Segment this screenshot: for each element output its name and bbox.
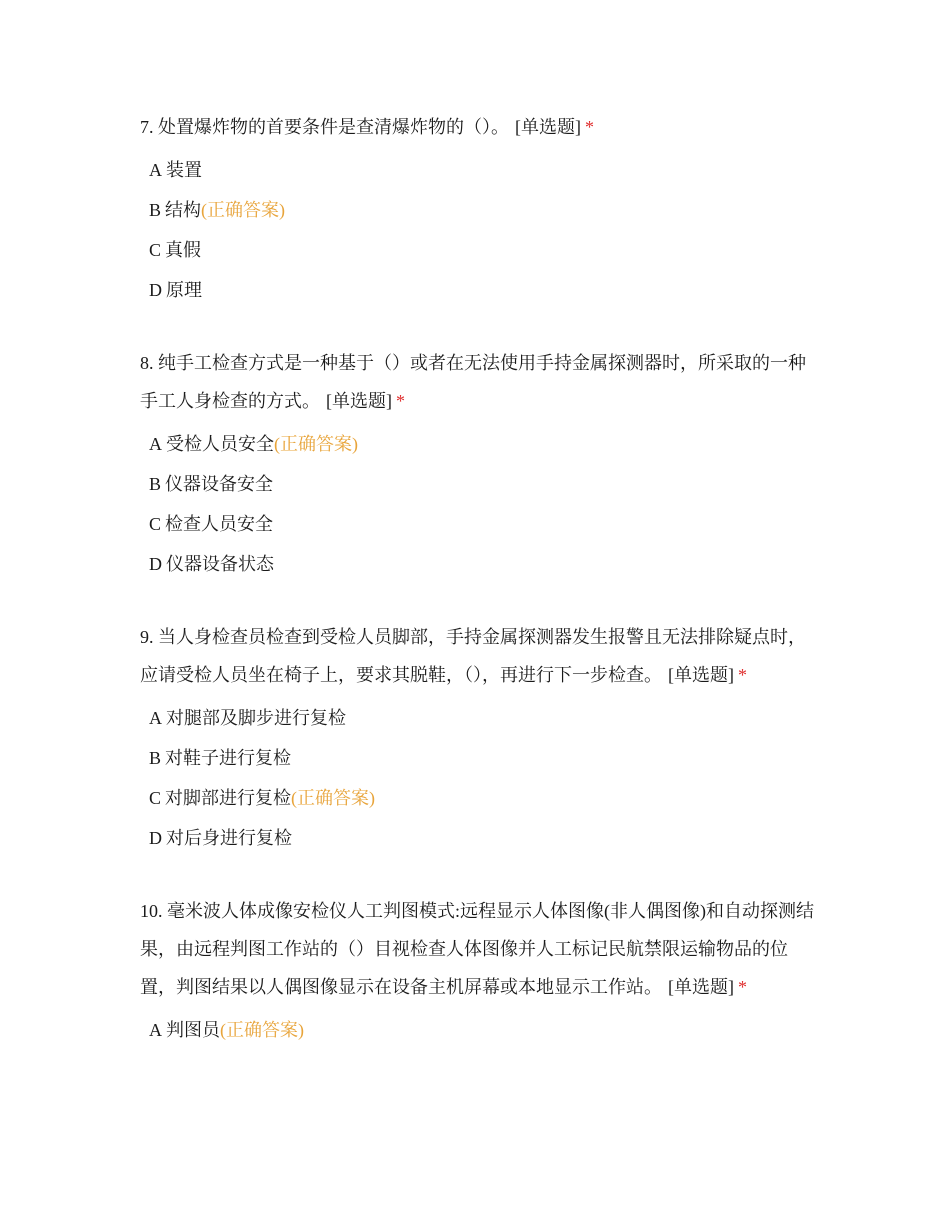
- option-list: [140, 698, 820, 858]
- option-text: 装置: [166, 160, 202, 180]
- correct-answer-label: (正确答案): [274, 434, 358, 454]
- option-text: 原理: [166, 280, 202, 300]
- option-text: 对鞋子进行复检: [165, 748, 292, 768]
- option-list: [140, 150, 820, 310]
- required-mark: *: [585, 117, 594, 137]
- option-letter: C: [149, 240, 162, 260]
- option-text: 对腿部及脚步进行复检: [166, 708, 346, 728]
- option-letter: B: [149, 474, 162, 494]
- question-8: [140, 344, 820, 584]
- option-a: [149, 150, 820, 190]
- correct-answer-label: (正确答案): [201, 200, 286, 220]
- option-text: 检查人员安全: [165, 514, 274, 534]
- option-letter: C: [149, 788, 162, 808]
- question-body: 毫米波人体成像安检仪人工判图模式:远程显示人体图像(非人偶图像)和自动探测结果，由远程判图工作站的（）目视检查人体图像并人工标记民航禁限运输物品的位置，判图结果以人偶图像显示在设备主机屏幕或本地显示工作站。: [140, 901, 814, 997]
- correct-answer-label: (正确答案): [220, 1020, 304, 1040]
- question-type: [单选题]: [326, 391, 392, 411]
- question-type: [单选题]: [668, 977, 734, 997]
- question-body: 处置爆炸物的首要条件是查清爆炸物的（）。: [158, 117, 509, 137]
- question-number: 7.: [140, 117, 154, 137]
- option-c: [149, 230, 820, 270]
- option-a: [149, 424, 820, 464]
- option-text: 对脚部进行复检: [165, 788, 292, 808]
- question-type: [单选题]: [668, 665, 734, 685]
- option-d: [149, 270, 820, 310]
- option-c: [149, 504, 820, 544]
- option-text: 结构: [165, 200, 202, 220]
- option-text: 仪器设备安全: [165, 474, 274, 494]
- question-text: [140, 618, 820, 694]
- question-number: 10.: [140, 901, 163, 921]
- option-a: [149, 1010, 820, 1050]
- option-letter: A: [149, 160, 162, 180]
- option-letter: A: [149, 434, 162, 454]
- option-letter: A: [149, 1020, 162, 1040]
- question-number: 8.: [140, 353, 154, 373]
- option-b: [149, 190, 820, 230]
- option-text: 受检人员安全: [166, 434, 274, 454]
- option-list: [140, 1010, 820, 1050]
- question-type: [单选题]: [515, 117, 581, 137]
- option-list: [140, 424, 820, 584]
- option-text: 仪器设备状态: [166, 554, 274, 574]
- question-9: [140, 618, 820, 858]
- question-10: [140, 892, 820, 1050]
- option-text: 真假: [165, 240, 202, 260]
- option-letter: D: [149, 554, 162, 574]
- question-number: 9.: [140, 627, 154, 647]
- required-mark: *: [738, 977, 747, 997]
- option-d: [149, 544, 820, 584]
- option-c: [149, 778, 820, 818]
- option-letter: B: [149, 748, 162, 768]
- question-body: 纯手工检查方式是一种基于（）或者在无法使用手持金属探测器时，所采取的一种手工人身检查的方式。: [140, 353, 806, 411]
- question-text: [140, 892, 820, 1006]
- question-text: [140, 344, 820, 420]
- question-text: [140, 108, 820, 146]
- option-b: [149, 464, 820, 504]
- option-letter: D: [149, 280, 162, 300]
- question-list: [140, 108, 820, 1084]
- option-a: [149, 698, 820, 738]
- option-letter: B: [149, 200, 162, 220]
- required-mark: *: [396, 391, 405, 411]
- option-letter: A: [149, 708, 162, 728]
- option-letter: D: [149, 828, 162, 848]
- correct-answer-label: (正确答案): [291, 788, 376, 808]
- option-text: 判图员: [166, 1020, 220, 1040]
- option-d: [149, 818, 820, 858]
- option-b: [149, 738, 820, 778]
- required-mark: *: [738, 665, 747, 685]
- question-7: [140, 108, 820, 310]
- question-body: 当人身检查员检查到受检人员脚部，手持金属探测器发生报警且无法排除疑点时，应请受检人员坐在椅子上，要求其脱鞋，（），再进行下一步检查。: [140, 627, 806, 685]
- option-text: 对后身进行复检: [166, 828, 292, 848]
- option-letter: C: [149, 514, 162, 534]
